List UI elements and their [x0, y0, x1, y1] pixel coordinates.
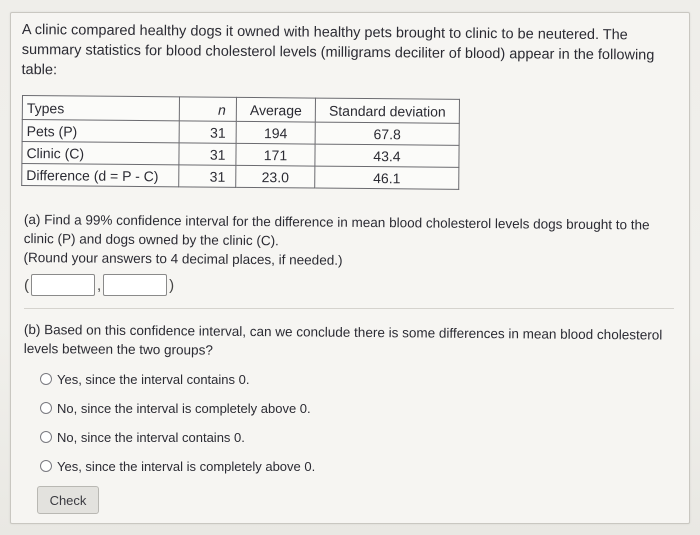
interval-separator: , [97, 276, 102, 294]
open-paren: ( [24, 276, 29, 294]
option-label: No, since the interval is completely above 0. [57, 400, 311, 416]
section-divider [24, 308, 674, 309]
interval-answer-row [24, 273, 174, 297]
check-button[interactable]: Check [37, 486, 99, 514]
table-cell: Clinic (C) [22, 142, 179, 165]
table-header-cell: n [179, 97, 236, 121]
option-label: Yes, since the interval contains 0. [57, 371, 250, 387]
radio-button[interactable] [40, 373, 52, 385]
option-yes-contains-zero[interactable] [40, 370, 249, 388]
table-cell: 23.0 [236, 165, 315, 188]
table-header-cell: Types [22, 96, 179, 121]
table-cell: Pets (P) [22, 120, 179, 143]
table-cell: 31 [179, 143, 236, 165]
option-yes-above-zero[interactable] [40, 457, 315, 475]
table-cell: 31 [179, 121, 236, 143]
close-paren: ) [169, 276, 175, 294]
summary-table [21, 95, 460, 190]
part-a-question: (a) Find a 99% confidence interval for the difference in mean blood cholesterol levels dogs brought to the clinic (P) and dogs owned by the clinic (C). [23, 211, 650, 249]
table-cell: 171 [236, 143, 315, 166]
table-cell: Difference (d = P - C) [22, 164, 179, 187]
rounding-note: (Round your answers to 4 decimal places, if needed.) [23, 249, 343, 268]
radio-button[interactable] [40, 431, 52, 443]
table-header-cell: Standard deviation [315, 98, 459, 123]
question-intro: A clinic compared healthy dogs it owned with healthy pets brought to clinic to be neutered. The summary statistics for blood cholesterol levels (milligrams deciliter of blood) appear in the following table: [21, 21, 655, 79]
table-cell: 46.1 [315, 166, 459, 189]
part-a-prompt [24, 210, 674, 273]
table-cell: 43.4 [315, 144, 459, 167]
table-cell: 194 [236, 121, 315, 144]
radio-button[interactable] [40, 460, 52, 472]
table-cell: 31 [179, 165, 236, 187]
option-no-contains-zero[interactable] [40, 428, 245, 446]
part-b-question: (b) Based on this confidence interval, can we conclude there is some differences in mean blood cholesterol levels between the two groups? [23, 321, 663, 358]
upper-bound-input[interactable] [103, 274, 167, 296]
table-row [22, 164, 459, 190]
table-header-cell: Average [236, 97, 315, 122]
option-label: No, since the interval contains 0. [57, 429, 245, 445]
table-cell: 67.8 [315, 122, 459, 145]
radio-button[interactable] [40, 402, 52, 414]
option-no-above-zero[interactable] [40, 399, 311, 417]
option-label: Yes, since the interval is completely above 0. [57, 458, 316, 474]
lower-bound-input[interactable] [31, 274, 95, 296]
